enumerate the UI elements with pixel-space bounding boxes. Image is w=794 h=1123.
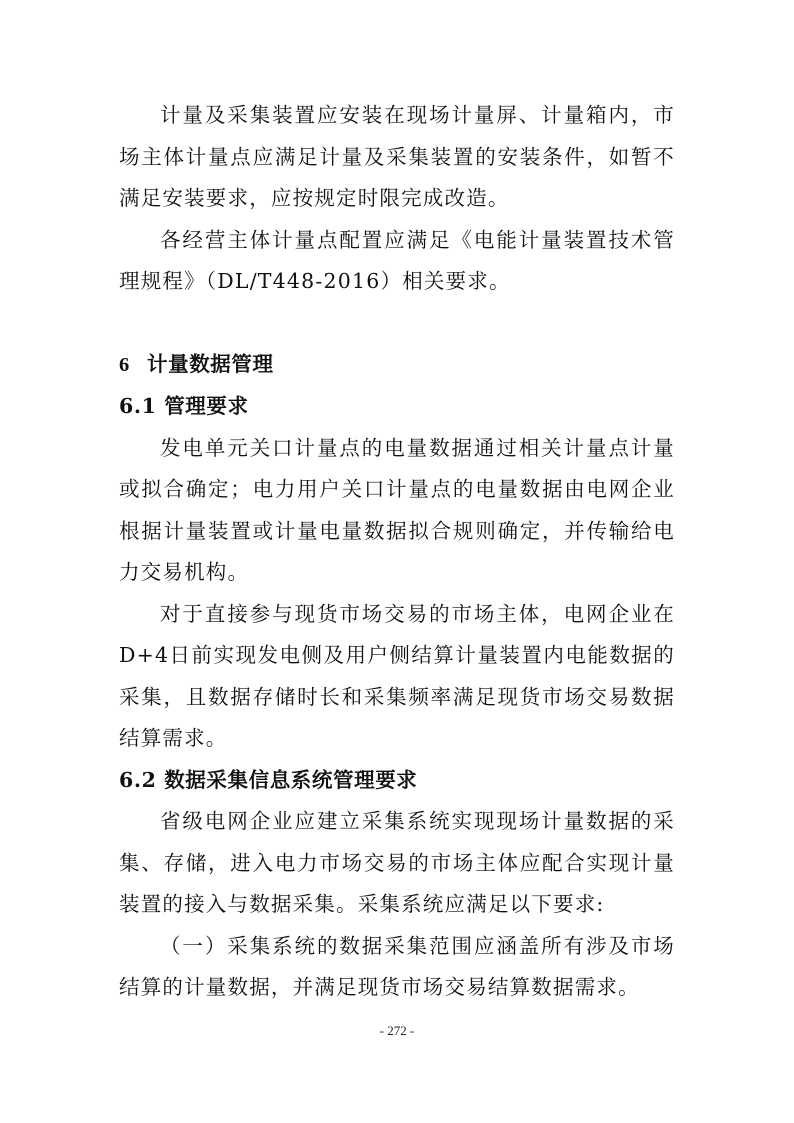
document-body: [119, 95, 675, 1009]
body-paragraph: 计量及采集装置应安装在现场计量屏、计量箱内，市场主体计量点应满足计量及采集装置的安装条件，如暂不满足安装要求，应按规定时限完成改造。: [119, 103, 675, 210]
body-paragraph: 各经营主体计量点配置应满足《电能计量装置技术管理规程》（DL/T448-2016）相关要求。: [119, 227, 675, 293]
body-paragraph: 省级电网企业应建立采集系统实现现场计量数据的采集、存储，进入电力市场交易的市场主体应配合实现计量装置的接入与数据采集。采集系统应满足以下要求:: [119, 809, 675, 916]
chapter-title: 计量数据管理: [147, 351, 274, 376]
body-paragraph: 发电单元关口计量点的电量数据通过相关计量点计量或拟合确定；电力用户关口计量点的电量数据由电网企业根据计量装置或计量电量数据拟合规则确定，并传输给电力交易机构。: [119, 435, 675, 584]
chapter-number: 6: [119, 353, 130, 376]
body-paragraph: （一）采集系统的数据采集范围应涵盖所有涉及市场结算的计量数据，并满足现货市场交易结算数据需求。: [119, 933, 675, 999]
body-paragraph: 对于直接参与现货市场交易的市场主体，电网企业在D+4日前实现发电侧及用户侧结算计量装置内电能数据的采集，且数据存储时长和采集频率满足现货市场交易数据结算需求。: [119, 601, 675, 750]
spacer: [119, 303, 675, 344]
chapter-heading: [119, 344, 675, 387]
section-heading: 6.2 数据采集信息系统管理要求: [119, 767, 418, 792]
section-heading: 6.1 管理要求: [119, 394, 249, 418]
page-number: - 272 -: [379, 1023, 415, 1038]
